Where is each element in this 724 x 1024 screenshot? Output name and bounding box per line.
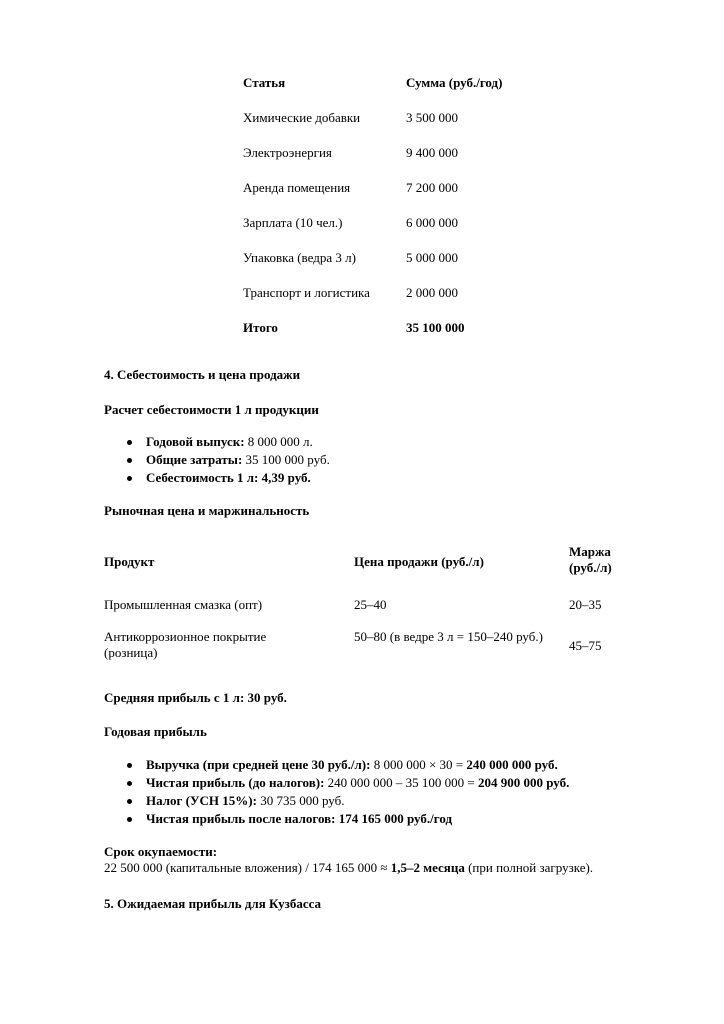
market-title: Рыночная цена и маржинальность bbox=[104, 503, 310, 518]
section-4-title: 4. Себестоимость и цена продажи bbox=[104, 367, 301, 382]
list-item bbox=[104, 793, 569, 811]
list-item-value: 240 000 000 – 35 100 000 = bbox=[324, 775, 478, 790]
price-product: Антикоррозионное покрытие (розница) bbox=[104, 629, 267, 661]
price-header-margin: Маржа (руб./л) bbox=[569, 544, 612, 576]
cost-calc-title: Расчет себестоимости 1 л продукции bbox=[104, 402, 319, 417]
price-margin: 45–75 bbox=[569, 638, 602, 653]
list-item-value: 8 000 000 л. bbox=[244, 434, 313, 449]
list-item-value: 8 000 000 × 30 = bbox=[370, 757, 467, 772]
cost-header-sum: Сумма (руб./год) bbox=[406, 75, 503, 90]
annual-profit-title: Годовая прибыль bbox=[104, 724, 207, 739]
price-value: 25–40 bbox=[354, 597, 387, 612]
list-item bbox=[104, 811, 569, 829]
price-product: Промышленная смазка (опт) bbox=[104, 597, 263, 612]
cost-calc-list bbox=[104, 434, 330, 488]
cost-sum: 3 500 000 bbox=[406, 110, 458, 125]
section-5-title: 5. Ожидаемая прибыль для Кузбасса bbox=[104, 896, 322, 911]
payback-text-post: (при полной загрузке). bbox=[464, 860, 594, 875]
list-item-label: Годовой выпуск: bbox=[146, 434, 245, 449]
avg-profit: Средняя прибыль с 1 л: 30 руб. bbox=[104, 690, 287, 705]
table-row bbox=[104, 629, 624, 669]
cost-total-row bbox=[243, 320, 526, 355]
cost-sum: 7 200 000 bbox=[406, 180, 458, 195]
list-item bbox=[104, 434, 330, 452]
payback-title: Срок окупаемости: bbox=[104, 844, 218, 859]
table-row bbox=[243, 285, 526, 320]
list-item-value: 35 100 000 руб. bbox=[242, 452, 330, 467]
cost-item: Химические добавки bbox=[243, 110, 361, 125]
table-row bbox=[243, 250, 526, 285]
list-item-label: Себестоимость 1 л: 4,39 руб. bbox=[146, 470, 311, 485]
cost-item: Транспорт и логистика bbox=[243, 285, 370, 300]
list-item bbox=[104, 775, 569, 793]
list-item-label: Общие затраты: bbox=[146, 452, 243, 467]
payback-text bbox=[104, 860, 704, 876]
table-row bbox=[243, 145, 526, 180]
payback-text-pre: 22 500 000 (капитальные вложения) / 174 165 000 ≈ bbox=[104, 860, 391, 875]
annual-profit-list bbox=[104, 757, 569, 829]
cost-sum: 5 000 000 bbox=[406, 250, 458, 265]
cost-sum: 6 000 000 bbox=[406, 215, 458, 230]
cost-item: Зарплата (10 чел.) bbox=[243, 215, 343, 230]
price-header-price: Цена продажи (руб./л) bbox=[354, 554, 484, 569]
price-value: 50–80 (в ведре 3 л = 150–240 руб.) bbox=[354, 629, 543, 644]
list-item-value: 30 735 000 руб. bbox=[256, 793, 345, 808]
list-item-label: Чистая прибыль после налогов: 174 165 000 руб./год bbox=[146, 811, 453, 826]
list-item-label: Налог (УСН 15%): bbox=[146, 793, 257, 808]
cost-item: Электроэнергия bbox=[243, 145, 332, 160]
list-item bbox=[104, 757, 569, 775]
price-table bbox=[104, 542, 624, 669]
table-row bbox=[243, 180, 526, 215]
list-item bbox=[104, 470, 330, 488]
list-item-label: Чистая прибыль (до налогов): bbox=[146, 775, 325, 790]
price-header-product: Продукт bbox=[104, 554, 155, 569]
cost-total-label: Итого bbox=[243, 320, 278, 335]
table-row bbox=[243, 110, 526, 145]
cost-header-item: Статья bbox=[243, 75, 286, 90]
cost-item: Аренда помещения bbox=[243, 180, 351, 195]
list-item-result: 204 900 000 руб. bbox=[478, 775, 570, 790]
price-table-header bbox=[104, 542, 624, 587]
cost-table bbox=[243, 75, 526, 355]
list-item-result: 240 000 000 руб. bbox=[466, 757, 558, 772]
list-item bbox=[104, 452, 330, 470]
cost-total-value: 35 100 000 bbox=[406, 320, 465, 335]
cost-item: Упаковка (ведра 3 л) bbox=[243, 250, 356, 265]
table-row bbox=[243, 215, 526, 250]
cost-sum: 2 000 000 bbox=[406, 285, 458, 300]
price-margin: 20–35 bbox=[569, 597, 602, 612]
cost-sum: 9 400 000 bbox=[406, 145, 458, 160]
list-item-label: Выручка (при средней цене 30 руб./л): bbox=[146, 757, 371, 772]
payback-text-bold: 1,5–2 месяца bbox=[390, 860, 465, 875]
cost-table-header bbox=[243, 75, 526, 110]
